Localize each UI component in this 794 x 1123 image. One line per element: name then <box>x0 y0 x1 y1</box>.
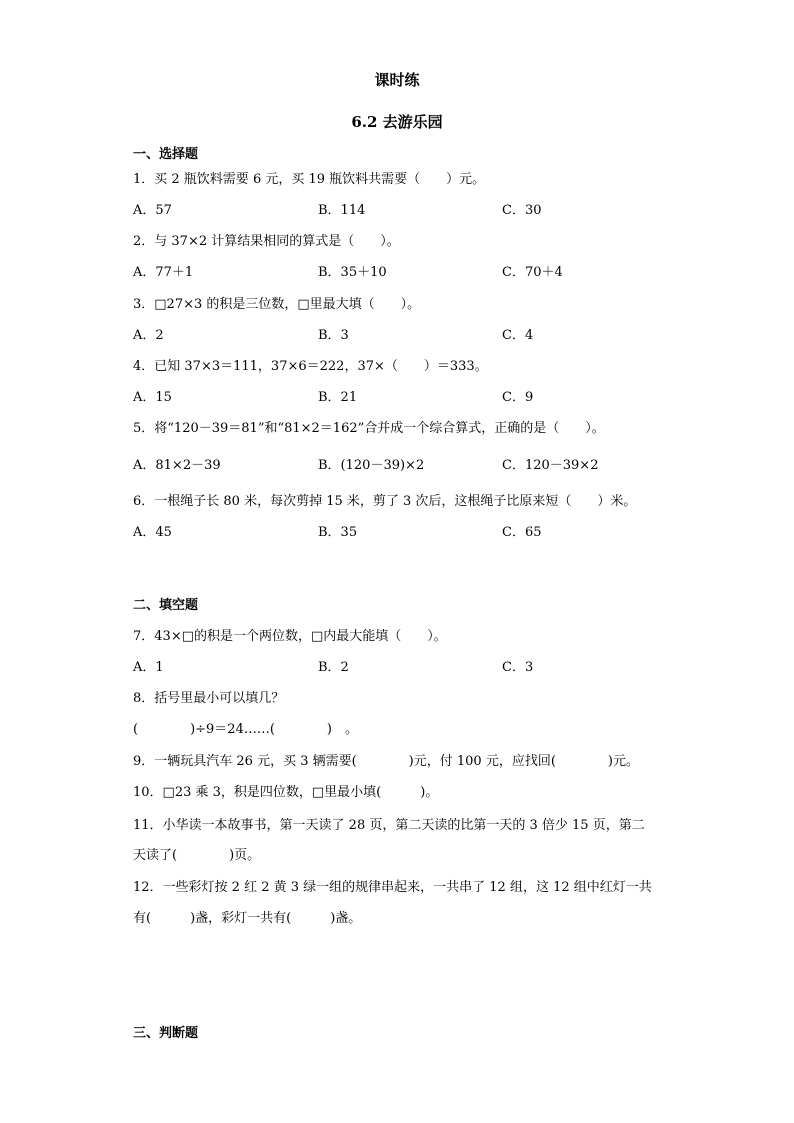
question-5-option-c: C．120－39×2 <box>502 458 599 473</box>
question-3-option-c: C．4 <box>502 328 534 343</box>
question-5-option-a: A．81×2－39 <box>133 458 221 473</box>
question-5-stem: 5．将“120－39＝81”和“81×2＝162”合并成一个综合算式，正确的是（ ）。 <box>133 421 605 436</box>
question-1-option-c: C．30 <box>502 203 542 218</box>
page-subtitle: 6.2 去游乐园 <box>351 113 443 131</box>
question-8-blank-line: ( )÷9＝24……( ) 。 <box>133 722 358 737</box>
question-7-option-b: B．2 <box>318 660 349 675</box>
question-4-stem: 4．已知 37×3＝111，37×6＝222，37×（ ）＝333。 <box>133 359 488 374</box>
question-2-option-b: B．35＋10 <box>318 265 387 280</box>
question-4-option-c: C．9 <box>502 390 534 405</box>
question-4-option-a: A．15 <box>133 390 172 405</box>
question-7-option-a: A．1 <box>133 660 164 675</box>
page-title: 课时练 <box>374 71 420 89</box>
question-1-option-b: B．114 <box>318 203 366 218</box>
section-heading-fill: 二、填空题 <box>133 598 199 613</box>
question-1-stem: 1．买 2 瓶饮料需要 6 元，买 19 瓶饮料共需要（ ）元。 <box>133 172 486 187</box>
question-7-stem: 7．43×□的积是一个两位数，□内最大能填（ ）。 <box>133 629 447 644</box>
question-3-stem: 3．□27×3 的积是三位数，□里最大填（ ）。 <box>133 297 421 312</box>
question-11-stem: 11．小华读一本故事书，第一天读了 28 页，第二天读的比第一天的 3 倍少 15 页，第二 <box>133 818 645 833</box>
question-6-option-a: A．45 <box>133 525 172 540</box>
question-3-option-b: B．3 <box>318 328 349 343</box>
question-1-option-a: A．57 <box>133 203 172 218</box>
question-2-option-c: C．70＋4 <box>502 265 563 280</box>
question-3-option-a: A．2 <box>133 328 164 343</box>
question-12-stem: 12．一些彩灯按 2 红 2 黄 3 绿一组的规律串起来，一共串了 12 组，这 12 组中红灯一共 <box>133 880 652 895</box>
question-6-option-c: C．65 <box>502 525 542 540</box>
question-11-continuation: 天读了( )页。 <box>133 848 261 863</box>
question-6-option-b: B．35 <box>318 525 358 540</box>
question-2-option-a: A．77＋1 <box>133 265 194 280</box>
question-12-continuation: 有( )盏，彩灯一共有( )盏。 <box>133 911 362 926</box>
question-8-stem: 8．括号里最小可以填几？ <box>133 691 285 706</box>
question-9-stem: 9．一辆玩具汽车 26 元，买 3 辆需要( )元，付 100 元，应找回( )元。 <box>133 754 639 769</box>
question-4-option-b: B．21 <box>318 390 358 405</box>
section-heading-choice: 一、选择题 <box>133 147 199 162</box>
question-5-option-b: B．(120－39)×2 <box>318 458 425 473</box>
section-heading-judge: 三、判断题 <box>133 1026 199 1041</box>
question-10-stem: 10．□23 乘 3，积是四位数，□里最小填( )。 <box>133 785 439 800</box>
question-2-stem: 2．与 37×2 计算结果相同的算式是（ ）。 <box>133 234 400 249</box>
question-6-stem: 6．一根绳子长 80 米，每次剪掉 15 米，剪了 3 次后，这根绳子比原来短（ ）米。 <box>133 494 637 509</box>
question-7-option-c: C．3 <box>502 660 534 675</box>
